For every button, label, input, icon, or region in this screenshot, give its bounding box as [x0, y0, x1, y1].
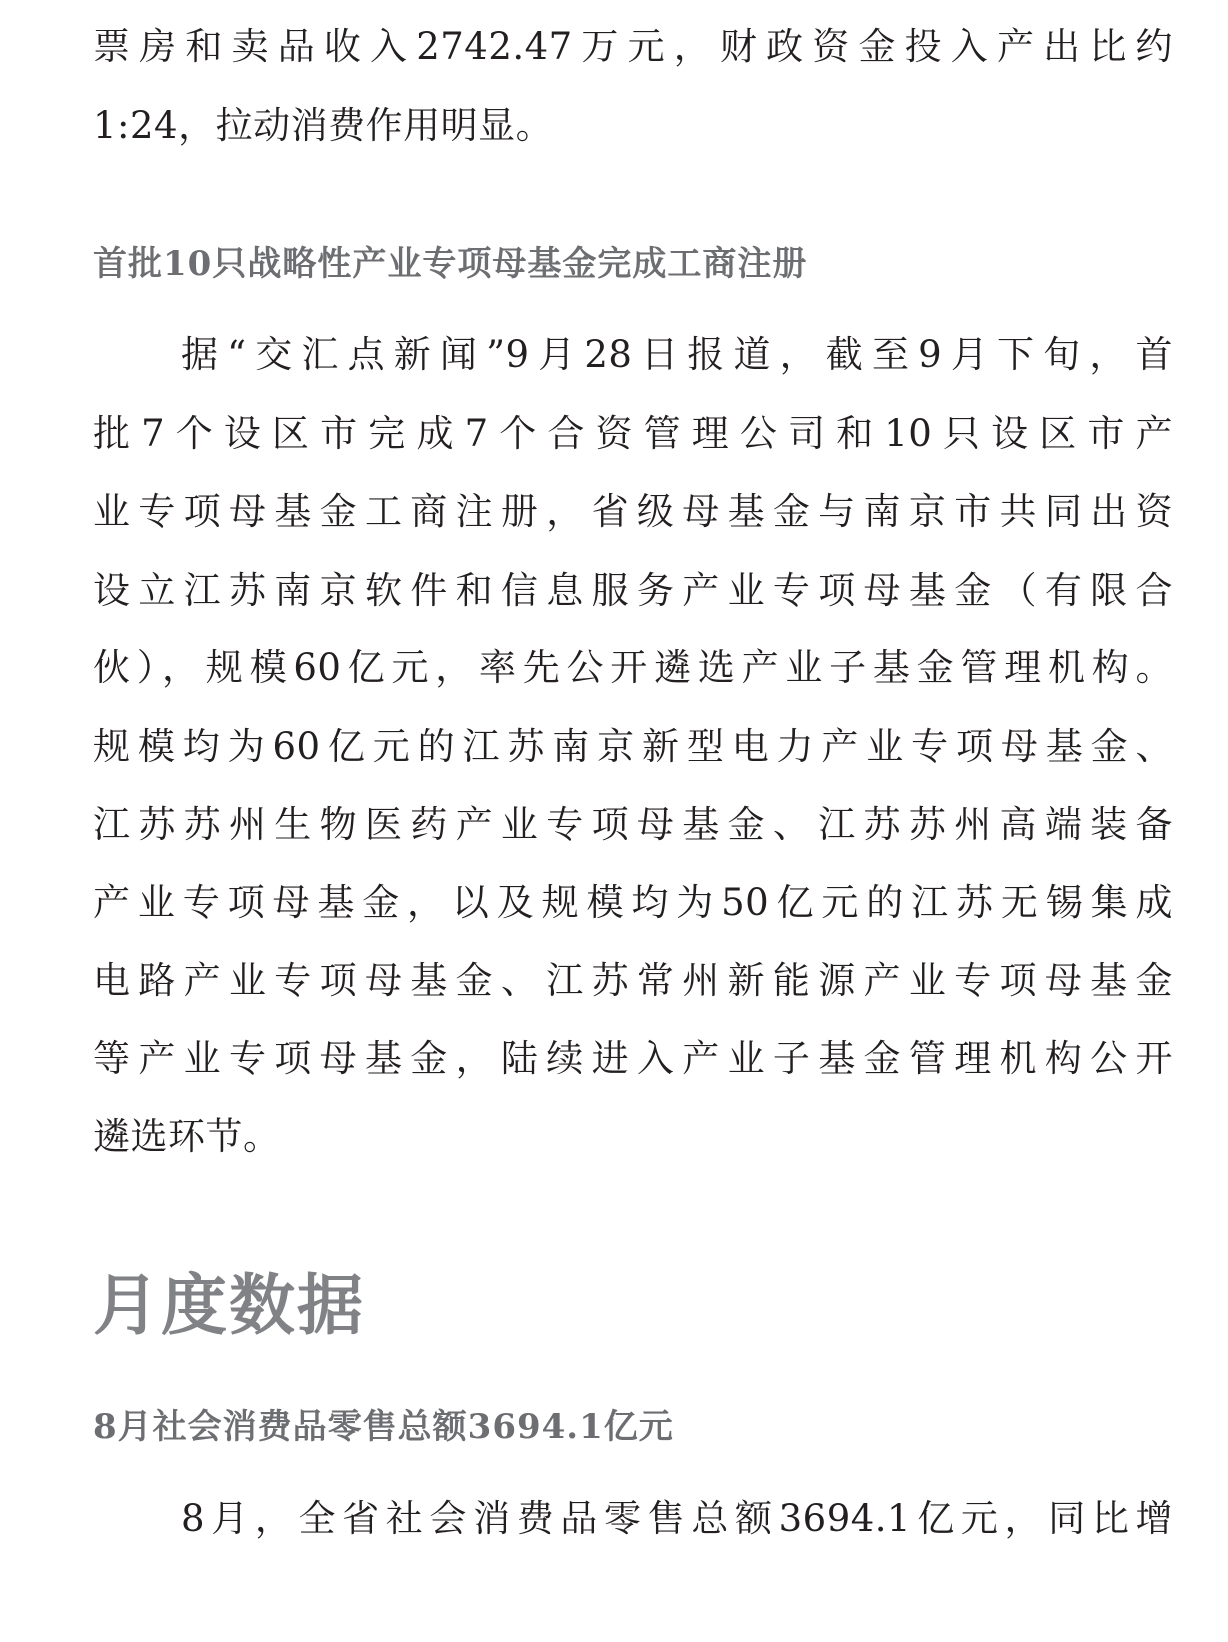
intro-line-2: 1:24，拉动消费作用明显。 — [93, 104, 554, 147]
fund-line-10: 等产业专项母基金，陆续进入产业子基金管理机构公开 — [93, 1037, 1173, 1080]
fund-line-6: 规模均为60亿元的江苏南京新型电力产业专项母基金、 — [93, 725, 1173, 768]
retail-line-1: 8月，全省社会消费品零售总额3694.1亿元，同比增 — [181, 1497, 1173, 1540]
intro-line-1: 票房和卖品收入2742.47万元，财政资金投入产出比约 — [93, 25, 1173, 68]
fund-line-9: 电路产业专项母基金、江苏常州新能源产业专项母基金 — [93, 959, 1173, 1002]
fund-headline: 首批10只战略性产业专项母基金完成工商注册 — [93, 244, 808, 284]
fund-line-3: 业专项母基金工商注册，省级母基金与南京市共同出资 — [93, 490, 1173, 533]
fund-line-1: 据“交汇点新闻”9月28日报道，截至9月下旬，首 — [181, 333, 1173, 376]
fund-line-5: 伙），规模60亿元，率先公开遴选产业子基金管理机构。 — [93, 646, 1173, 689]
fund-line-2: 批7个设区市完成7个合资管理公司和10只设区市产 — [93, 412, 1173, 455]
section-title: 月度数据 — [93, 1267, 365, 1344]
retail-headline: 8月社会消费品零售总额3694.1亿元 — [93, 1407, 674, 1447]
fund-line-7: 江苏苏州生物医药产业专项母基金、江苏苏州高端装备 — [93, 803, 1173, 846]
fund-line-4: 设立江苏南京软件和信息服务产业专项母基金（有限合 — [93, 569, 1173, 612]
fund-line-11: 遴选环节。 — [93, 1115, 281, 1158]
fund-line-8: 产业专项母基金，以及规模均为50亿元的江苏无锡集成 — [93, 881, 1173, 924]
